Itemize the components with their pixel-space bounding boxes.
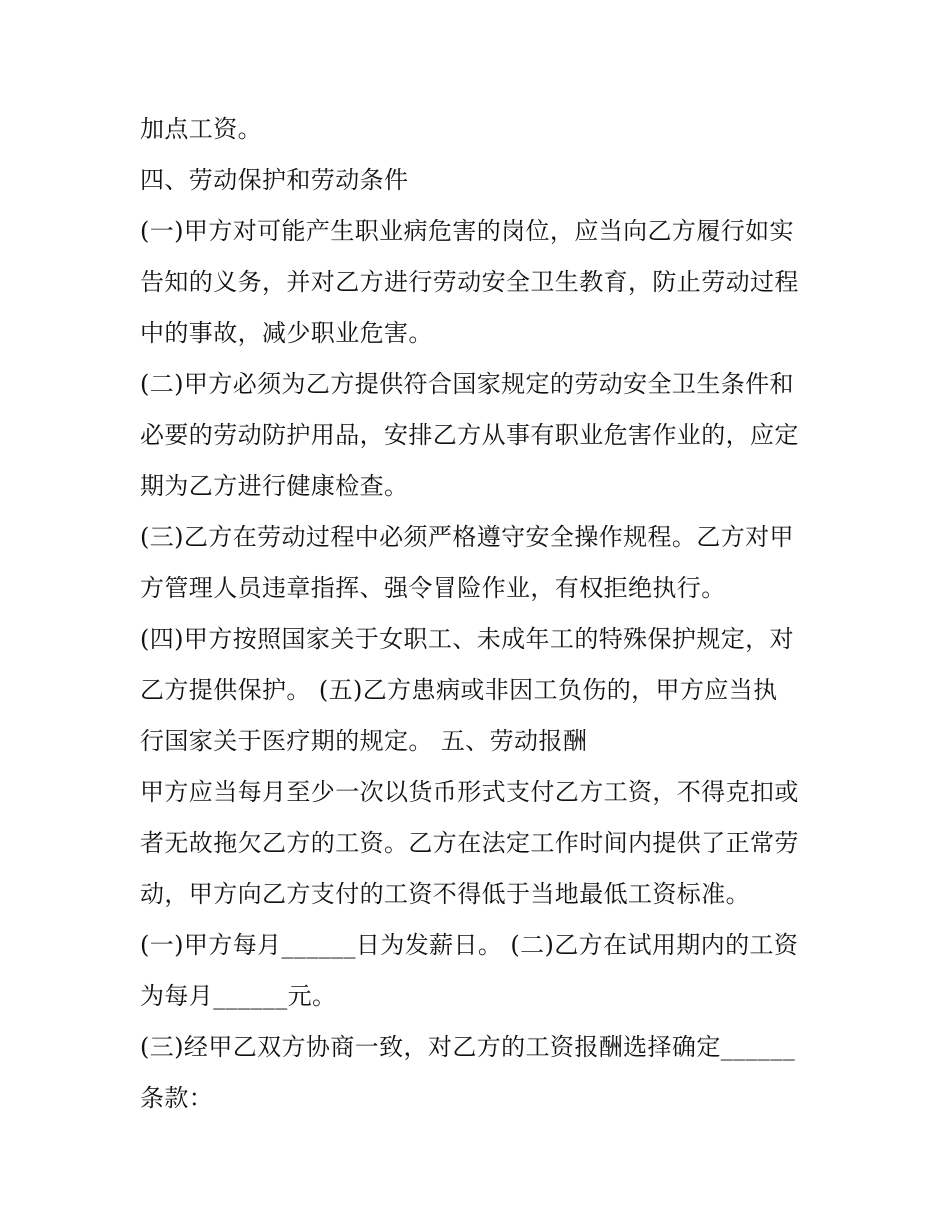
text-line: 条款： [140,1084,214,1112]
text-line: 告知的义务，并对乙方进行劳动安全卫生教育，防止劳动过程 [140,268,799,296]
section-heading: 四、劳动保护和劳动条件 [140,166,409,194]
text-line: 必要的劳动防护用品，安排乙方从事有职业危害作业的，应定 [140,421,799,449]
text-line: 为每月______元。 [140,982,337,1010]
text-line: (二)甲方必须为乙方提供符合国家规定的劳动安全卫生条件和 [140,370,794,398]
text-line: (三)乙方在劳动过程中必须严格遵守安全操作规程。乙方对甲 [140,523,794,551]
text-line: 行国家关于医疗期的规定。 五、劳动报酬 [140,727,588,755]
text-line: 甲方应当每月至少一次以货币形式支付乙方工资，不得克扣或 [140,778,799,806]
text-line: 乙方提供保护。 (五)乙方患病或非因工负伤的，甲方应当执 [140,676,778,704]
text-line: 期为乙方进行健康检查。 [140,472,409,500]
text-line: 加点工资。 [140,115,262,143]
text-line: 方管理人员违章指挥、强令冒险作业，有权拒绝执行。 [140,574,726,602]
text-line: 中的事故，减少职业危害。 [140,319,433,347]
text-line: 动，甲方向乙方支付的工资不得低于当地最低工资标准。 [140,880,750,908]
text-line: (一)甲方对可能产生职业病危害的岗位，应当向乙方履行如实 [140,217,794,245]
text-line: (四)甲方按照国家关于女职工、未成年工的特殊保护规定，对 [140,625,794,653]
text-line: (一)甲方每月______日为发薪日。 (二)乙方在试用期内的工资 [140,931,799,959]
text-line: (三)经甲乙双方协商一致，对乙方的工资报酬选择确定______ [140,1033,796,1061]
text-line: 者无故拖欠乙方的工资。乙方在法定工作时间内提供了正常劳 [140,829,799,857]
